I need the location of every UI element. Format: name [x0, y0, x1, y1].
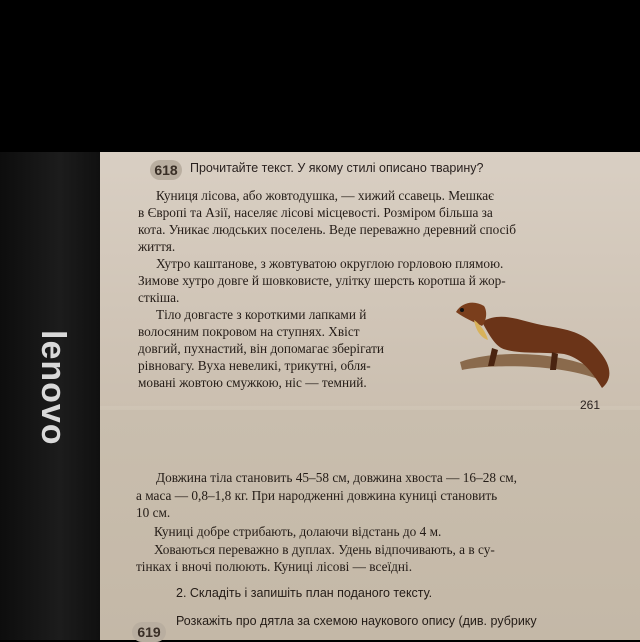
text-line: в Європі та Азії, населяє лісові місцевості. Розміром більша за: [138, 205, 493, 220]
text-line: мовані жовтою смужкою, ніс — темний.: [138, 375, 367, 390]
text-line: тінках і вночі полюють. Куниці лісові — всеїдні.: [136, 559, 413, 574]
task-2: 2. Складіть і запишіть план поданого тексту.: [176, 586, 433, 600]
exercise-number-badge: 618: [150, 160, 182, 180]
exercise-task: Розкажіть про дятла за схемою наукового опису (див. рубрику: [176, 614, 537, 628]
text-line: Зимове хутро довге й шовковисте, улітку шерсть коротша й жор-: [138, 273, 506, 288]
text-line: Куниці добре стрибають, долаючи відстань до 4 м.: [154, 524, 442, 539]
text-line: а маса — 0,8–1,8 кг. При народженні довжина куниці становить: [136, 488, 498, 503]
text-line: Куниця лісова, або жовтодушка, — хижий ссавець. Мешкає: [156, 188, 494, 203]
text-line: кота. Уникає людських поселень. Веде переважно деревний спосіб: [138, 222, 517, 237]
text-line: життя.: [138, 239, 176, 254]
text-line: сткіша.: [138, 290, 180, 305]
text-line: Довжина тіла становить 45–58 см, довжина хвоста — 16–28 см,: [156, 470, 517, 485]
text-line: волосяним покровом на ступнях. Хвіст: [138, 324, 360, 339]
page-number: 261: [580, 398, 601, 412]
text-line: 10 см.: [136, 505, 171, 520]
text-line: довгий, пухнастий, він допомагає зберігати: [138, 341, 385, 356]
text-line: Тіло довгасте з короткими лапками й: [156, 307, 367, 322]
text-line: рівновагу. Вуха невеликі, трикутні, обля-: [138, 358, 371, 373]
text-line: Ховаються переважно в дуплах. Удень відпочивають, а в су-: [154, 542, 495, 557]
exercise-task: Прочитайте текст. У якому стилі описано тварину?: [190, 161, 484, 175]
text-line: Хутро каштанове, з жовтуватою округлою горловою плямою.: [156, 256, 504, 271]
marten-illustration: [452, 292, 618, 394]
exercise-number-badge: 619: [132, 622, 166, 642]
